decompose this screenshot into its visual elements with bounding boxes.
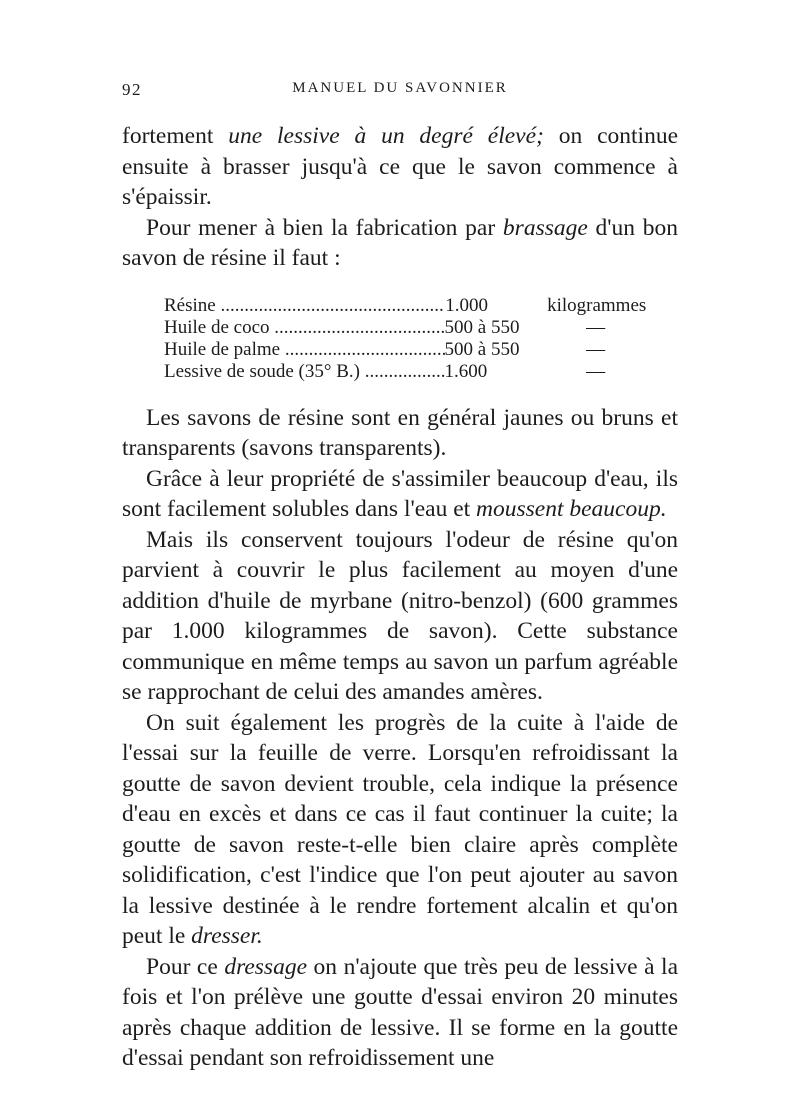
ingredient-name: Résine .....: [164, 295, 445, 317]
text-run: Pour ce: [146, 953, 225, 980]
italic-run: une lessive à un degré élevé;: [228, 123, 544, 149]
text-run: Grâce à leur propriété de s'assimiler beaucoup d'eau, ils sont facilement solubles dans l'eau et: [122, 465, 678, 522]
ingredient-unit: kilogrammes: [547, 294, 647, 316]
ingredient-quantity: 1.000: [445, 294, 488, 316]
running-title: MANUEL DU SAVONNIER: [292, 80, 508, 96]
text-run: On suit également les progrès de la cuite à l'aide de l'essai sur la feuille de verre. Lorsqu'en refroidissant la goutte de savon devient trouble, cela indique la présence d'eau en excès et dans ce cas il faut continuer la cuite; la goutte de savon reste-t-elle bien claire après complète solidification, c'est l'indice que l'on peut ajouter au savon la lessive destinée à le rendre fortement alcalin et qu'on peut le: [122, 709, 678, 949]
ingredient-quantity: 500 à 550: [444, 316, 520, 338]
ingredient-quantity: 1.600: [444, 360, 488, 382]
italic-run: brassage: [502, 214, 588, 241]
paragraph-glass-test: [122, 708, 678, 952]
italic-run: dresser.: [191, 923, 263, 949]
text-run: fortement: [122, 123, 229, 149]
ingredient-name: Huile de palme .....: [164, 339, 445, 361]
recipe-row: [164, 339, 678, 361]
paragraph-dressage: [122, 952, 678, 1074]
text-run: on n'ajoute que très peu de lessive à la fois et l'on prélève une goutte d'essai environ 20 minutes après chaque addition de lessive. Il se forme en la goutte d'essai pendant son refroidissement une: [122, 953, 678, 1071]
paragraph-odor: Mais ils conservent toujours l'odeur de résine qu'on parvient à couvrir le plus facilement au moyen d'une addition d'huile de myrbane (nitro-benzol) (600 grammes par 1.000 kilogrammes de savon). Cette substance communique en même temps au savon un parfum agréable se rapprochant de celui des amandes amères.: [122, 526, 678, 705]
text-run: d'un bon savon de résine il faut :: [122, 214, 679, 271]
paragraph-recipe-intro: [122, 213, 678, 274]
paragraph-solubility: [122, 464, 678, 525]
body-text: [122, 121, 678, 1074]
paragraph-continuation: [122, 121, 678, 213]
ingredient-quantity: 500 à 550: [444, 338, 520, 360]
ingredient-unit: —: [586, 316, 606, 338]
recipe-row: [164, 317, 678, 339]
ingredient-unit: —: [586, 360, 606, 382]
running-head: [122, 80, 678, 104]
italic-run: moussent beaucoup.: [476, 496, 667, 522]
recipe-row: [164, 361, 678, 383]
ingredient-name: Huile de coco .....: [164, 317, 445, 339]
italic-run: dressage: [224, 953, 308, 980]
ingredient-name: Lessive de soude (35° B.) .....: [164, 361, 445, 383]
text-run: on continue ensuite à brasser jusqu'à ce que le savon commence à s'épaissir.: [122, 123, 678, 210]
paragraph-color: Les savons de résine sont en général jaunes ou bruns et transparents (savons transparents).: [122, 404, 678, 461]
recipe-table: [164, 295, 678, 383]
text-run: Pour mener à bien la fabrication par: [146, 214, 503, 241]
ingredient-unit: —: [586, 338, 606, 360]
recipe-row: [164, 295, 678, 317]
page-number: 92: [122, 80, 142, 99]
